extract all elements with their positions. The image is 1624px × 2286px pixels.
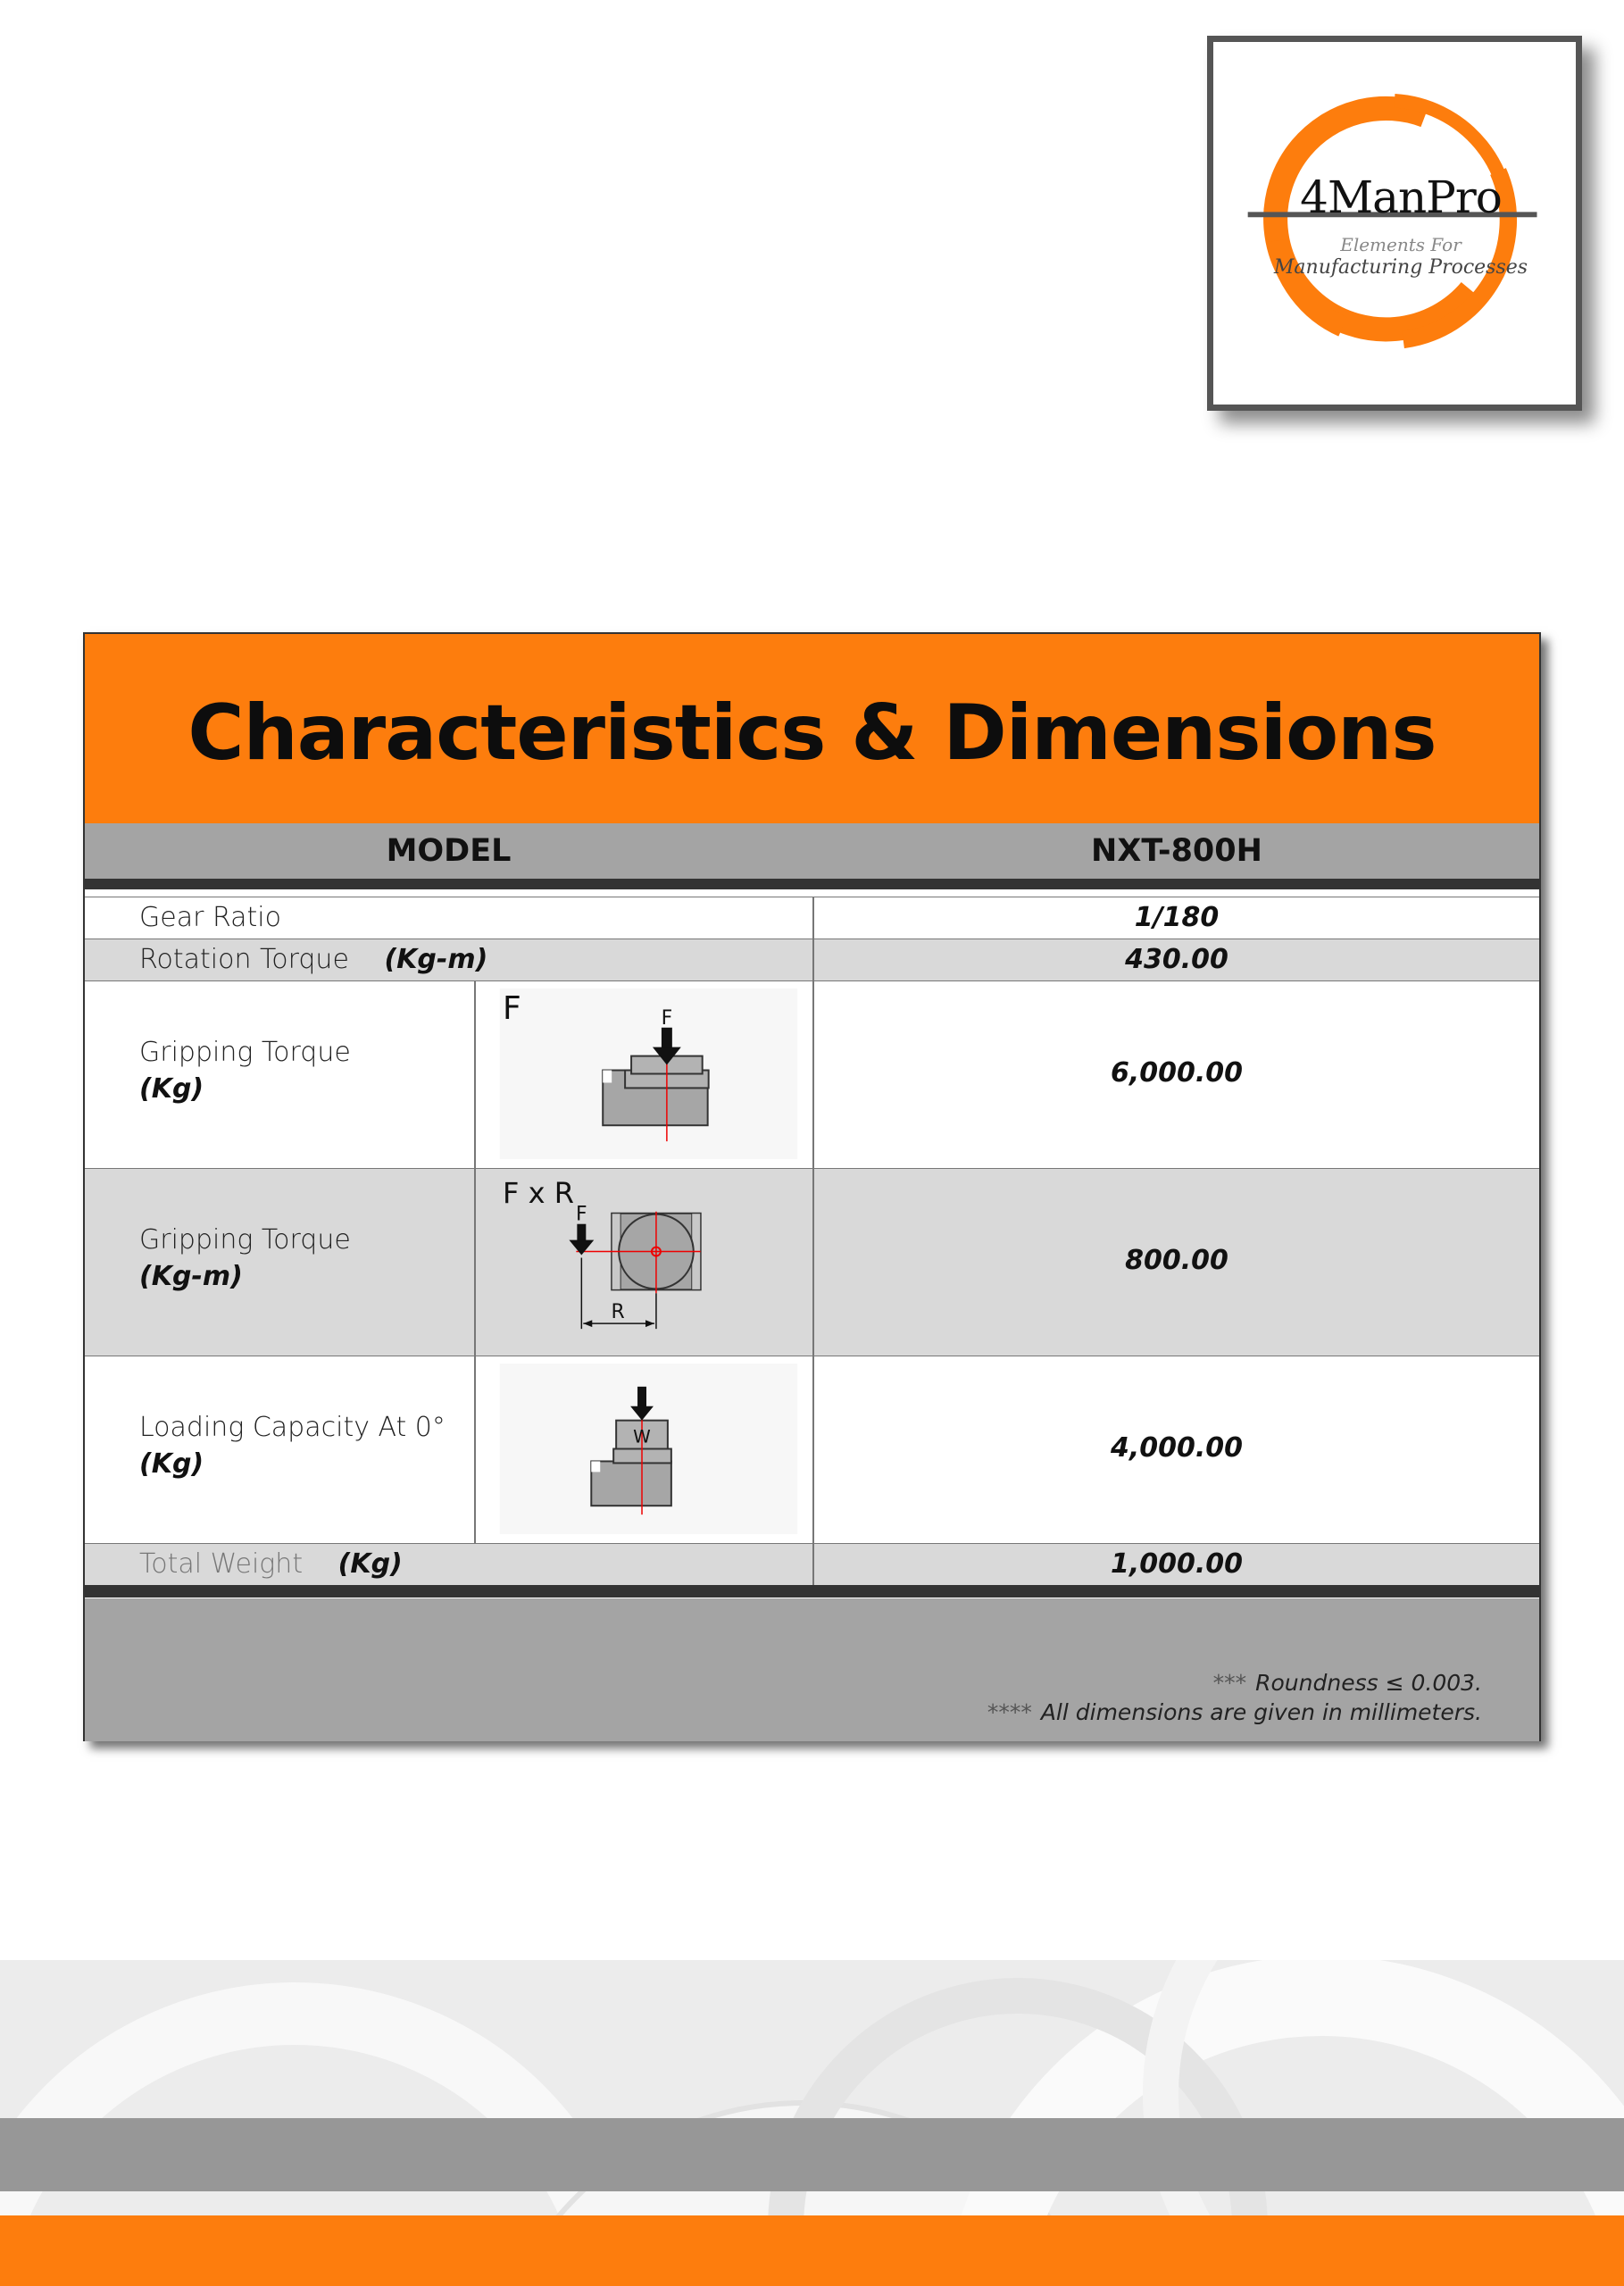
row-label: Gripping Torque bbox=[139, 1224, 351, 1256]
weight-mark: W bbox=[633, 1426, 651, 1448]
table-row-gripping-torque-kgm bbox=[85, 1168, 1539, 1356]
diagram-label: F x R bbox=[503, 1176, 574, 1210]
row-value: 4,000.00 bbox=[1110, 1432, 1244, 1464]
note-roundness bbox=[1213, 1670, 1482, 1696]
diagram-label: F bbox=[503, 990, 521, 1027]
row-value: 800.00 bbox=[1125, 1245, 1228, 1276]
divider-thick bbox=[85, 879, 1539, 889]
row-label: Gear Ratio bbox=[139, 902, 281, 933]
force-diagram bbox=[478, 981, 812, 1168]
note-dimensions bbox=[987, 1699, 1482, 1725]
row-value: 1/180 bbox=[1134, 902, 1220, 933]
row-unit: (Kg) bbox=[139, 1448, 204, 1480]
table-title: Characteristics & Dimensions bbox=[187, 688, 1437, 778]
note-text: Roundness ≤ 0.003. bbox=[1255, 1670, 1482, 1696]
row-value: 430.00 bbox=[1125, 944, 1228, 975]
force-mark: F bbox=[661, 1006, 673, 1030]
torque-diagram bbox=[478, 1169, 812, 1356]
column-divider bbox=[474, 1356, 476, 1543]
radius-mark: R bbox=[611, 1301, 625, 1324]
table-notes bbox=[85, 1598, 1539, 1741]
row-value: 6,000.00 bbox=[1110, 1057, 1244, 1089]
force-mark: F bbox=[576, 1203, 587, 1226]
table-row-rotation-torque bbox=[85, 939, 1539, 980]
table-row-gripping-torque-kg bbox=[85, 980, 1539, 1168]
table-row-loading-capacity bbox=[85, 1356, 1539, 1543]
company-logo bbox=[1207, 36, 1582, 411]
divider-thick bbox=[85, 1585, 1539, 1598]
row-value: 1,000.00 bbox=[1110, 1548, 1244, 1580]
row-unit: (Kg-m) bbox=[139, 1261, 243, 1292]
table-header bbox=[85, 634, 1539, 823]
model-label: MODEL bbox=[386, 833, 512, 869]
model-value: NXT-800H bbox=[1091, 833, 1262, 869]
row-label: Loading Capacity At 0° bbox=[139, 1412, 446, 1443]
logo-brand-text: 4ManPro bbox=[1300, 171, 1502, 223]
table-row-gear-ratio bbox=[85, 897, 1539, 939]
row-label: Total Weight bbox=[139, 1548, 304, 1580]
row-unit: (Kg) bbox=[337, 1548, 403, 1580]
table-row-total-weight bbox=[85, 1543, 1539, 1585]
note-marker: **** bbox=[987, 1699, 1032, 1725]
logo-tagline-1: Elements For bbox=[1340, 234, 1462, 255]
logo-tagline-2: Manufacturing Processes bbox=[1273, 256, 1528, 279]
characteristics-table bbox=[83, 632, 1541, 1741]
row-unit: (Kg-m) bbox=[384, 944, 488, 975]
model-row bbox=[85, 823, 1539, 879]
column-divider bbox=[474, 981, 476, 1168]
row-unit: (Kg) bbox=[139, 1073, 204, 1105]
row-label: Gripping Torque bbox=[139, 1037, 351, 1068]
footer-band-orange bbox=[0, 2215, 1624, 2286]
note-marker: *** bbox=[1212, 1670, 1247, 1696]
row-label: Rotation Torque bbox=[139, 944, 349, 975]
footer-band-grey bbox=[0, 2118, 1624, 2191]
load-diagram bbox=[478, 1356, 812, 1543]
note-text: All dimensions are given in millimeters. bbox=[1040, 1699, 1482, 1725]
logo-rings-graphic bbox=[1213, 42, 1576, 405]
column-divider bbox=[474, 1169, 476, 1356]
